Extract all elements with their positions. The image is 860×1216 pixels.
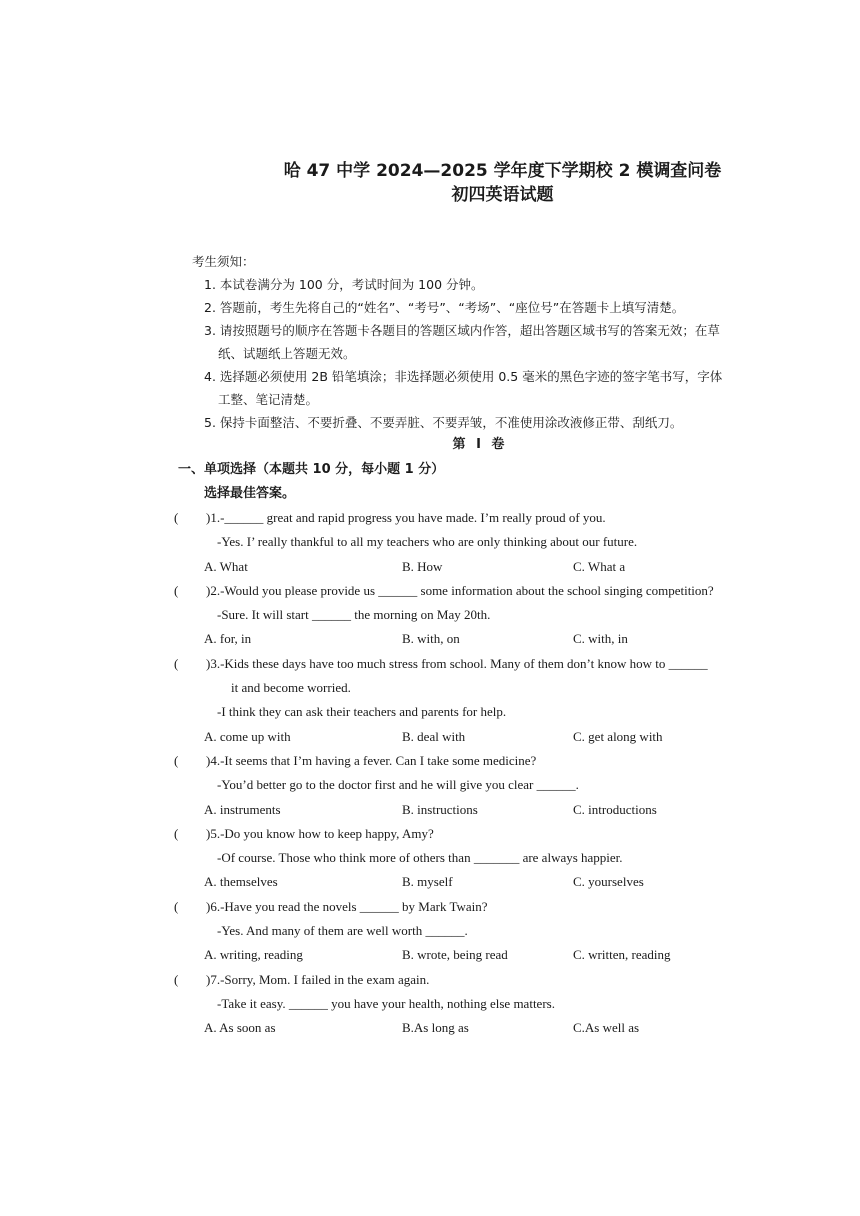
option-a: A. come up with	[204, 728, 291, 744]
option-a: A. themselves	[204, 874, 278, 890]
option-c: C. get along with	[573, 728, 663, 744]
question-7	[174, 968, 814, 992]
exam-subtitle: 初四英语试题	[451, 185, 554, 205]
answer-blank-left-paren[interactable]: (	[174, 752, 179, 768]
notice-item: 5. 保持卡面整洁、不要折叠、不要弄脏、不要弄皱，不准使用涂改液修正带、刮纸刀。	[204, 415, 683, 430]
answer-blank-left-paren[interactable]: (	[174, 655, 179, 671]
notice-item-continued: 工整、笔记清楚。	[218, 392, 319, 407]
answer-blank-right-paren: )	[206, 582, 211, 598]
question-text: 1.-______ great and rapid progress you have made. I’m really proud of you.	[210, 510, 606, 525]
notice-heading: 考生须知：	[192, 254, 255, 269]
option-b: B. instructions	[402, 801, 478, 817]
candidate-notice	[192, 250, 792, 434]
question-reply: -You’d better go to the doctor first and he will give you clear ______.	[217, 777, 579, 793]
notice-item: 4. 选择题必须使用 2B 铅笔填涂；非选择题必须使用 0.5 毫米的黑色字迹的签字笔书写，字体	[204, 369, 723, 384]
question-3	[174, 652, 814, 676]
options-row	[174, 798, 814, 822]
question-5	[174, 822, 814, 846]
question-6	[174, 895, 814, 919]
answer-blank-left-paren[interactable]: (	[174, 971, 179, 987]
options-row	[174, 725, 814, 749]
option-c: C. introductions	[573, 801, 657, 817]
answer-blank-left-paren[interactable]: (	[174, 582, 179, 598]
exam-title: 哈 47 中学 2024—2025 学年度下学期校 2 模调查问卷	[283, 161, 722, 181]
answer-blank-right-paren: )	[206, 898, 211, 914]
question-text: 7.-Sorry, Mom. I failed in the exam again.	[210, 971, 430, 987]
option-b: B. myself	[402, 874, 453, 890]
answer-blank-right-paren: )	[206, 655, 211, 671]
answer-blank-left-paren[interactable]: (	[174, 510, 179, 525]
option-b: B. How	[402, 558, 443, 574]
section-heading: 一、单项选择（本题共 10 分，每小题 1 分）	[178, 462, 445, 477]
notice-item: 3. 请按照题号的顺序在答题卡各题目的答题区域内作答，超出答题区域书写的答案无效；在草	[204, 323, 720, 338]
answer-blank-right-paren: )	[206, 825, 211, 841]
option-a: A. for, in	[204, 631, 252, 647]
answer-blank-right-paren: )	[206, 971, 211, 987]
option-c: C. written, reading	[573, 947, 671, 963]
answer-blank-left-paren[interactable]: (	[174, 825, 179, 841]
option-a: A. As soon as	[204, 1020, 276, 1036]
question-reply: -Sure. It will start ______ the morning on May 20th.	[217, 607, 491, 623]
section-header	[178, 458, 444, 506]
notice-item: 2. 答题前，考生先将自己的“姓名”、“考号”、“考场”、“座位号”在答题卡上填写清楚。	[204, 300, 685, 315]
volume-label: 第 Ⅰ 卷	[452, 437, 508, 452]
options-row	[174, 1016, 814, 1040]
question-reply: -Of course. Those who think more of others than _______ are always happier.	[217, 850, 623, 866]
question-text-continued: it and become worried.	[231, 680, 351, 696]
notice-item: 1. 本试卷满分为 100 分，考试时间为 100 分钟。	[204, 277, 484, 292]
option-a: A. writing, reading	[204, 947, 303, 963]
question-2	[174, 579, 814, 603]
options-row	[174, 555, 814, 579]
answer-blank-right-paren: )	[206, 752, 211, 768]
options-row	[174, 870, 814, 894]
options-row	[174, 627, 814, 651]
answer-blank-left-paren[interactable]: (	[174, 898, 179, 914]
option-c: C. yourselves	[573, 874, 644, 890]
option-c: C. with, in	[573, 631, 628, 647]
question-text: 6.-Have you read the novels ______ by Mark Twain?	[210, 898, 488, 914]
question-text: 5.-Do you know how to keep happy, Amy?	[210, 825, 434, 841]
question-reply: -I think they can ask their teachers and parents for help.	[217, 704, 507, 720]
question-reply: -Take it easy. ______ you have your health, nothing else matters.	[217, 995, 555, 1011]
option-b: B.As long as	[402, 1020, 469, 1036]
option-a: A. instruments	[204, 801, 281, 817]
option-b: B. wrote, being read	[402, 947, 508, 963]
section-instruction: 选择最佳答案。	[204, 486, 296, 501]
option-c: C. What a	[573, 558, 626, 574]
question-1	[174, 506, 814, 530]
question-list	[174, 506, 814, 1041]
option-c: C.As well as	[573, 1020, 640, 1036]
question-reply: -Yes. And many of them are well worth ______.	[217, 923, 468, 939]
question-text: 2.-Would you please provide us ______ some information about the school singing competition?	[210, 582, 714, 598]
question-text: 3.-Kids these days have too much stress from school. Many of them don’t know how to ______	[210, 655, 708, 671]
options-row	[174, 943, 814, 967]
question-text: 4.-It seems that I’m having a fever. Can I take some medicine?	[210, 752, 537, 768]
question-4	[174, 749, 814, 773]
option-a: A. What	[204, 558, 248, 574]
answer-blank-right-paren: )	[206, 510, 211, 525]
option-b: B. with, on	[402, 631, 460, 647]
notice-item-continued: 纸、试题纸上答题无效。	[218, 346, 356, 361]
question-reply: -Yes. I’ really thankful to all my teachers who are only thinking about our future.	[217, 534, 638, 550]
option-b: B. deal with	[402, 728, 466, 744]
